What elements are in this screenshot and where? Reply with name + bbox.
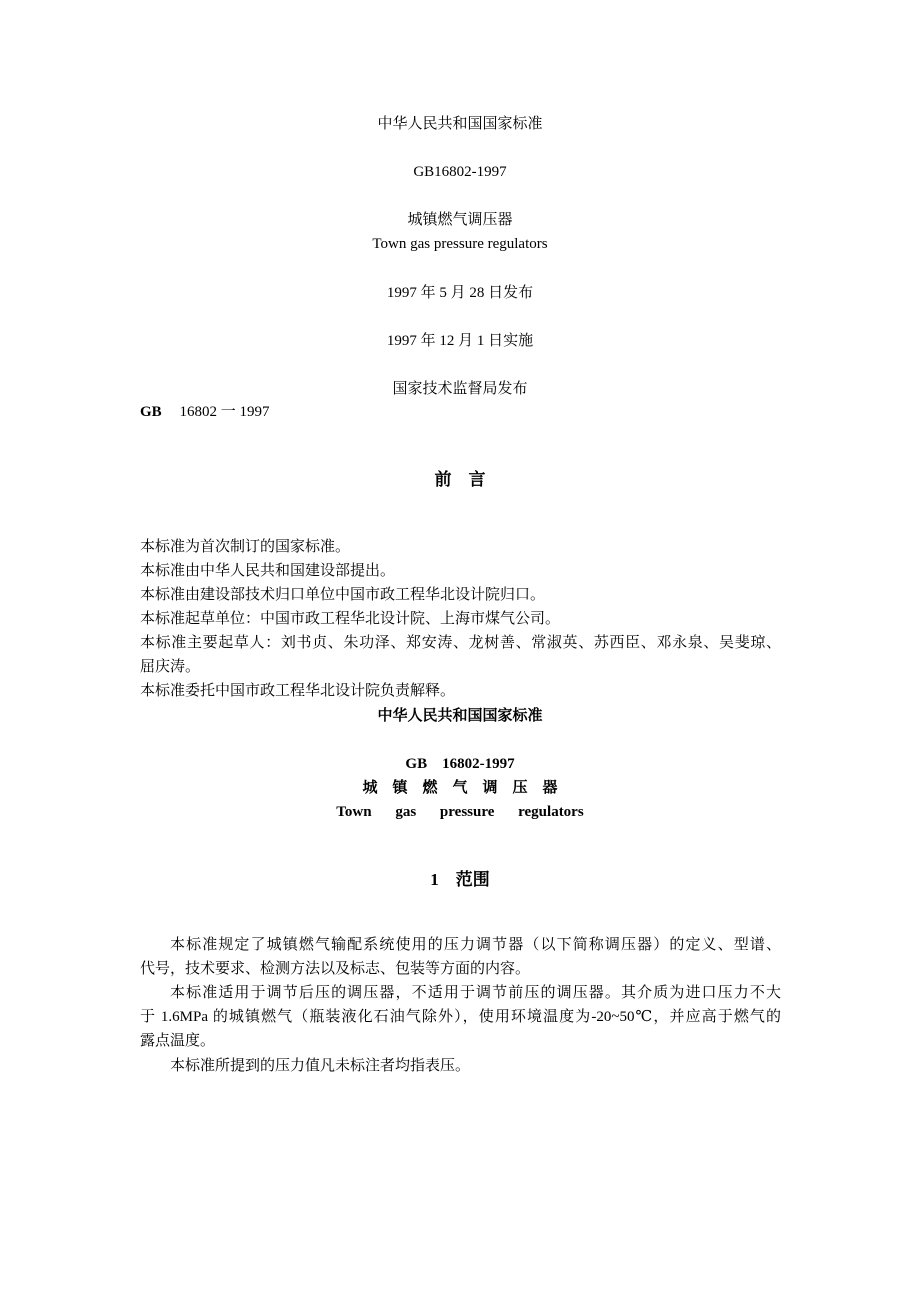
header-code xyxy=(140,402,269,422)
section-1-heading: 1 范围 xyxy=(430,870,490,889)
foreword-line: 本标准由建设部技术归口单位中国市政工程华北设计院归口。 xyxy=(140,587,546,603)
foreword-line: 本标准起草单位：中国市政工程华北设计院、上海市煤气公司。 xyxy=(140,611,561,627)
foreword-line: 屈庆涛。 xyxy=(140,659,201,675)
cover-issuer: 国家技术监督局发布 xyxy=(392,381,528,397)
foreword-line: 本标准主要起草人：刘书贞、朱功泽、郑安涛、龙树善、常淑英、苏西臣、邓永泉、吴斐琼、 xyxy=(140,635,781,651)
cover-effective-date: 1997 年 12 月 1 日实施 xyxy=(386,333,534,349)
cover-title-en: Town gas pressure regulators xyxy=(372,236,548,252)
cover-org-title: 中华人民共和国国家标准 xyxy=(377,116,543,132)
header-code-prefix: GB xyxy=(140,404,162,420)
body-title-en: Town gas pressure regulators xyxy=(336,804,584,820)
cover-code: GB16802-1997 xyxy=(413,164,507,180)
body-org-title: 中华人民共和国国家标准 xyxy=(377,708,543,724)
section-1-line: 露点温度。 xyxy=(140,1033,216,1049)
section-1-line: 本标准所提到的压力值凡未标注者均指表压。 xyxy=(170,1058,471,1074)
section-1-line: 本标准规定了城镇燃气输配系统使用的压力调节器（以下简称调压器）的定义、型谱、 xyxy=(170,937,781,953)
body-code: GB 16802-1997 xyxy=(405,756,515,772)
body-title-cn: 城 镇 燃 气 调 压 器 xyxy=(362,780,558,796)
foreword-line: 本标准为首次制订的国家标准。 xyxy=(140,539,351,555)
cover-title-cn: 城镇燃气调压器 xyxy=(407,212,513,228)
foreword-line: 本标准委托中国市政工程华北设计院负责解释。 xyxy=(140,683,456,699)
foreword-line: 本标准由中华人民共和国建设部提出。 xyxy=(140,563,396,579)
section-1-line: 代号，技术要求、检测方法以及标志、包装等方面的内容。 xyxy=(140,961,531,977)
section-1-line: 于 1.6MPa 的城镇燃气（瓶装液化石油气除外），使用环境温度为-20~50℃，并应高于燃气的 xyxy=(140,1009,781,1025)
section-1-line: 本标准适用于调节后压的调压器，不适用于调节前压的调压器。其介质为进口压力不大 xyxy=(170,985,781,1001)
foreword-heading: 前 言 xyxy=(434,470,486,489)
cover-published-date: 1997 年 5 月 28 日发布 xyxy=(386,285,534,301)
header-code-number: 16802 一 1997 xyxy=(179,404,270,420)
